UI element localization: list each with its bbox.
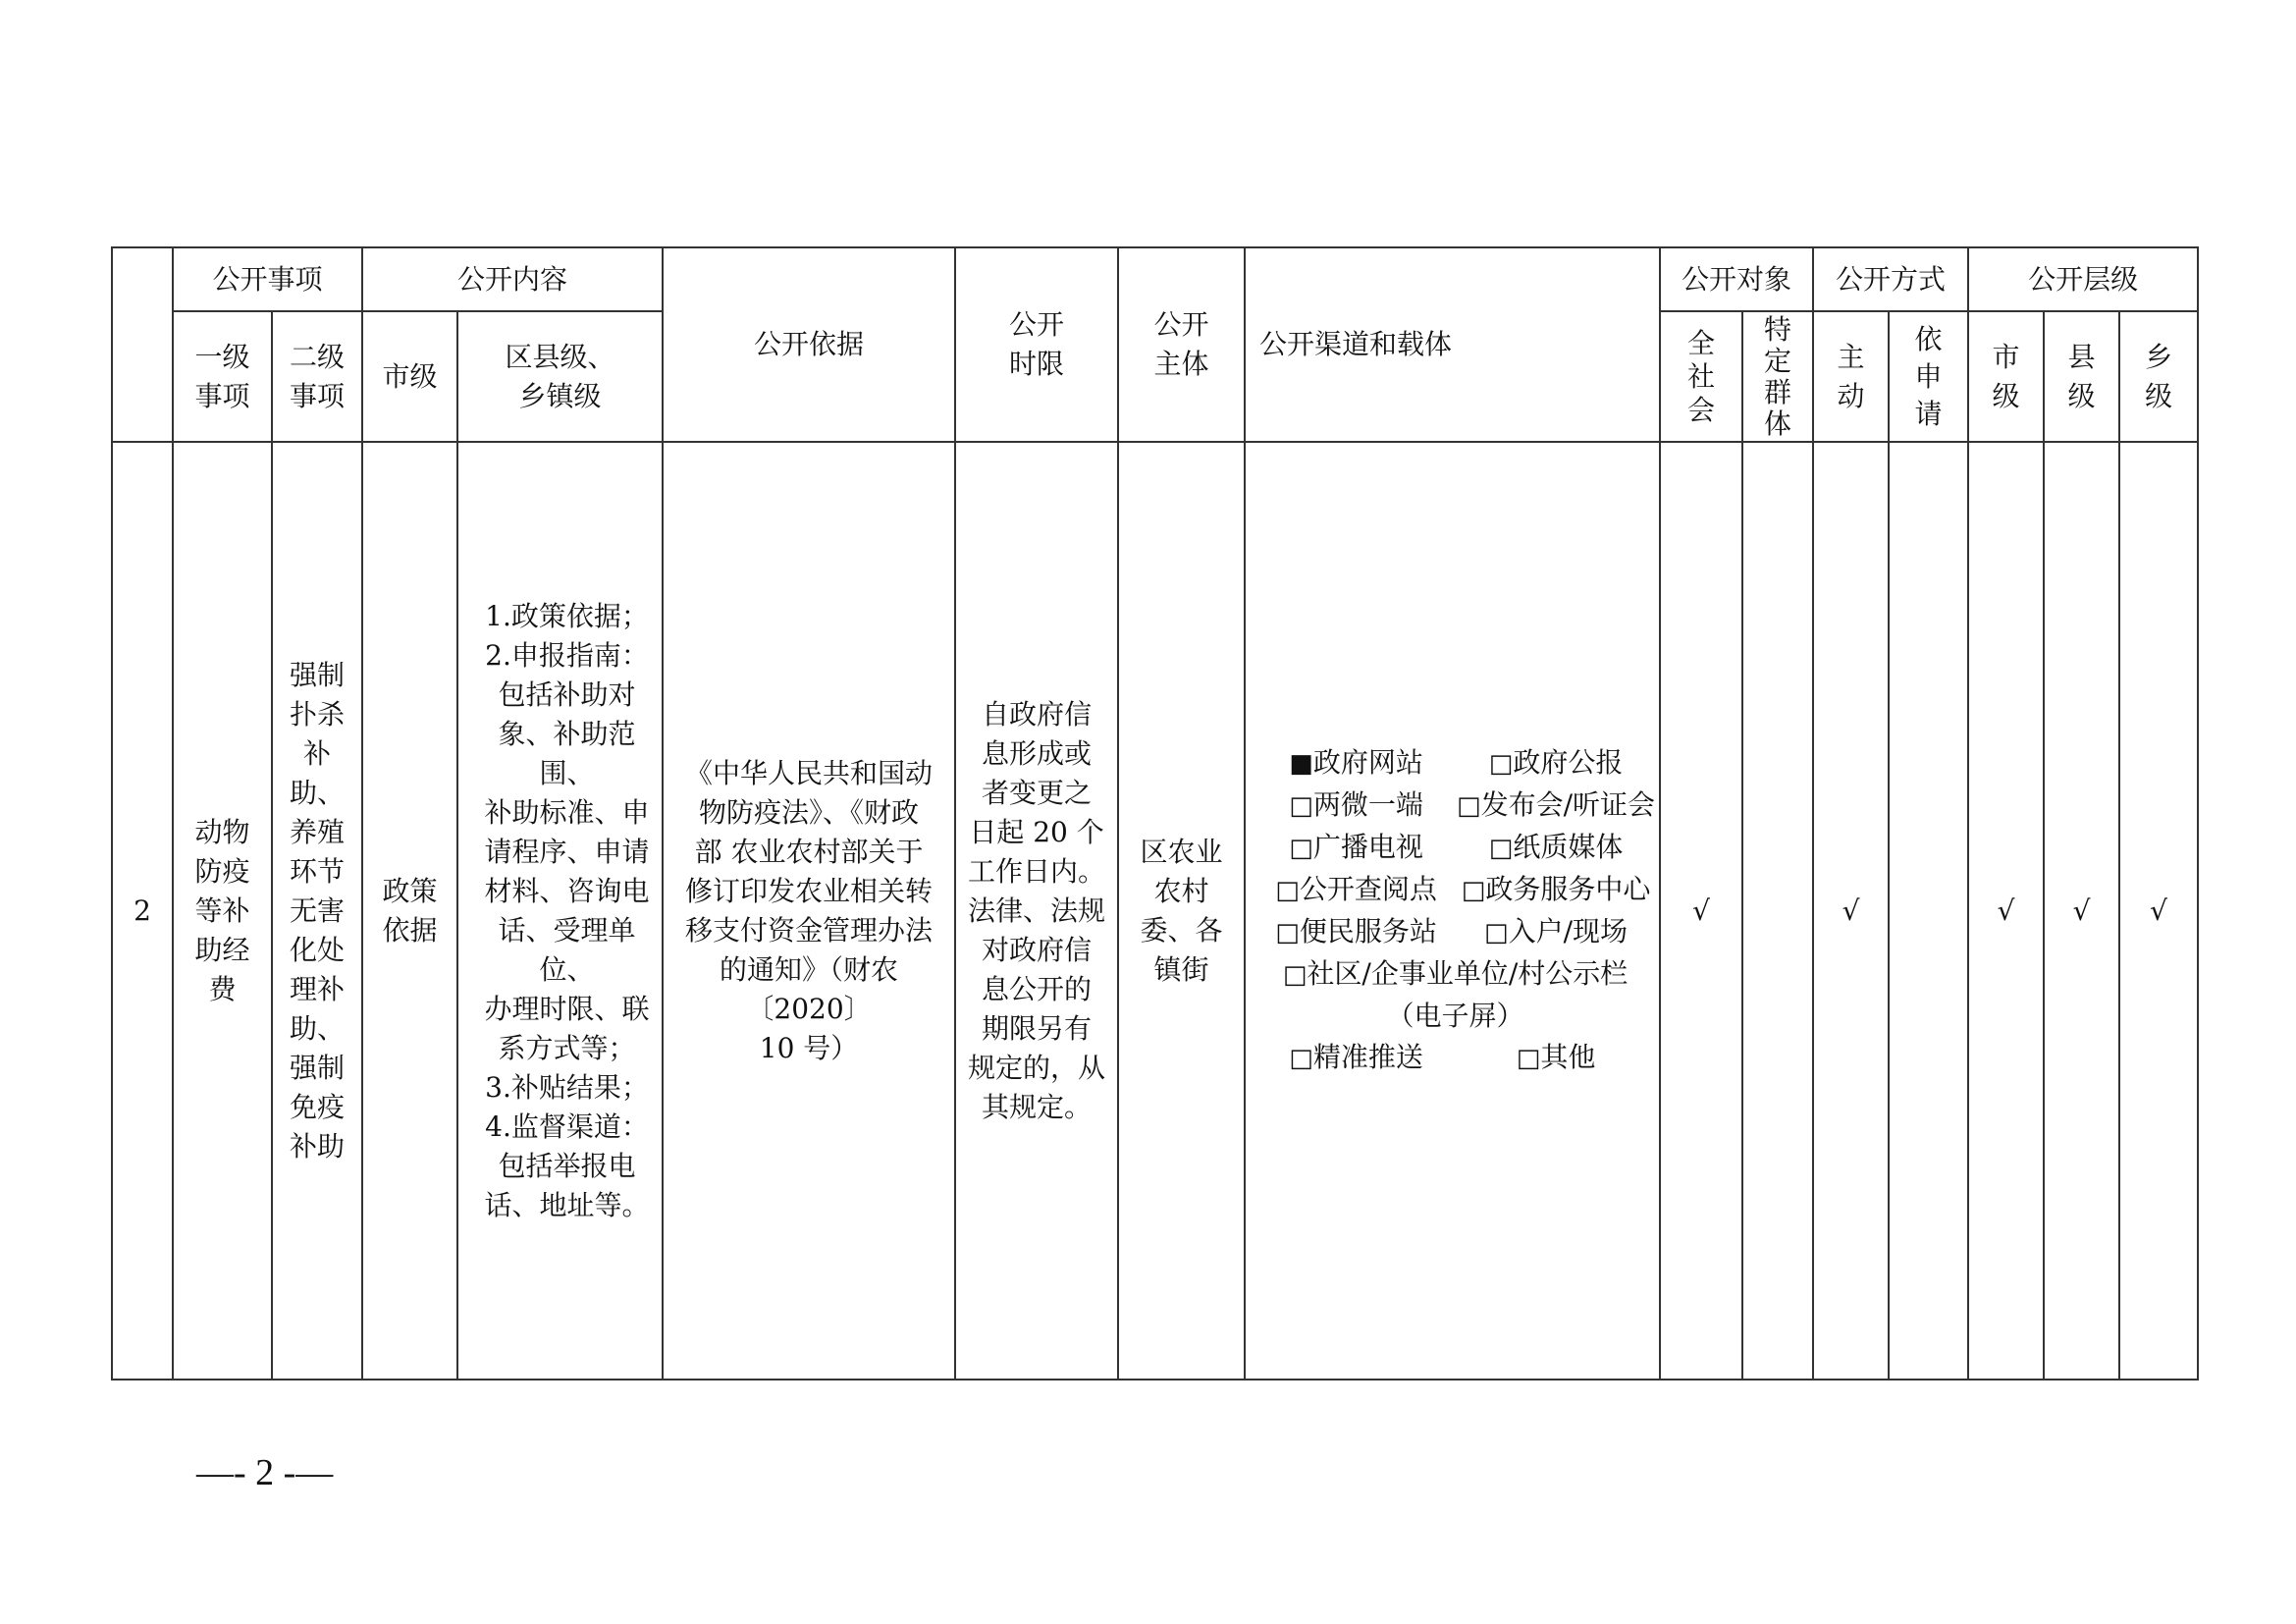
channel-option — [1255, 785, 1457, 827]
channel-option — [1457, 742, 1655, 785]
all-society-header: 全 社 会 — [1660, 311, 1742, 442]
checked-box-icon: ■ — [1289, 749, 1313, 779]
specific-group-mark — [1742, 442, 1813, 1380]
channel-label: 纸质媒体 — [1513, 831, 1624, 863]
active-mark: √ — [1813, 442, 1889, 1380]
lvl-city-mark: √ — [1968, 442, 2044, 1380]
checkbox-icon: □ — [1516, 1044, 1541, 1073]
channel-label: 精准推送 — [1312, 1041, 1423, 1073]
checkbox-icon: □ — [1289, 791, 1313, 821]
method-group-header: 公开方式 — [1813, 247, 1968, 311]
subject-header: 公开 主体 — [1118, 247, 1245, 442]
county-town-content-cell: 1.政策依据； 2.申报指南： 包括补助对 象、补助范围、 补助标准、申 请程序、申请 材料、咨询电 话、受理单位、 办理时限、联 系方式等； 3.补贴结果； 4.监督渠道： 包括举报电 话、地址等。 — [457, 442, 663, 1380]
specific-group-header: 特 定 群 体 — [1742, 311, 1813, 442]
channel-label: 广播电视 — [1312, 831, 1423, 863]
level2-cell: 强制 扑杀 补 助、 养殖 环节 无害 化处 理补 助、 强制 免疫 补助 — [272, 442, 362, 1380]
channel-option — [1255, 1037, 1457, 1079]
lvl-town-mark: √ — [2119, 442, 2198, 1380]
checkbox-icon: □ — [1275, 918, 1300, 947]
channel-option — [1457, 911, 1655, 953]
level1-cell: 动物 防疫 等补 助经 费 — [173, 442, 272, 1380]
group-content-header: 公开内容 — [362, 247, 663, 311]
checkbox-icon: □ — [1488, 749, 1514, 779]
time-limit-cell: 自政府信 息形成或 者变更之 日起 20 个 工作日内。 法律、法规 对政府信 息公开的 期限另有 规定的，从 其规定。 — [955, 442, 1118, 1380]
basis-header: 公开依据 — [663, 247, 955, 442]
on-request-header: 依 申 请 — [1889, 311, 1968, 442]
lvl-city-header: 市 级 — [1968, 311, 2044, 442]
group-item-header: 公开事项 — [173, 247, 362, 311]
subject-cell: 区农业 农村 委、各 镇街 — [1118, 442, 1245, 1380]
channel-label: 政府网站 — [1312, 746, 1423, 779]
channels-cell — [1245, 442, 1660, 1380]
channel-option — [1255, 742, 1457, 785]
lvl-town-header: 乡 级 — [2119, 311, 2198, 442]
time-limit-header: 公开 时限 — [955, 247, 1118, 442]
lvl-county-mark: √ — [2044, 442, 2119, 1380]
level2-header: 二级 事项 — [272, 311, 362, 442]
seq-cell: 2 — [112, 442, 173, 1380]
checkbox-icon: □ — [1289, 1044, 1313, 1073]
checkbox-icon: □ — [1488, 834, 1514, 863]
channels-header: 公开渠道和载体 — [1245, 247, 1660, 442]
channel-option — [1457, 869, 1655, 911]
channel-option — [1255, 827, 1457, 869]
disclosure-table — [111, 246, 2199, 1380]
basis-cell: 《中华人民共和国动 物防疫法》、《财政 部 农业农村部关于 修订印发农业相关转 移支付资金管理办法 的通知》（财农〔2020〕 10 号） — [663, 442, 955, 1380]
header-row-1 — [112, 247, 2198, 311]
channel-option — [1255, 911, 1457, 953]
channel-label: 便民服务站 — [1299, 915, 1437, 947]
active-header: 主 动 — [1813, 311, 1889, 442]
checkbox-icon: □ — [1282, 960, 1308, 990]
city-content-cell: 政策 依据 — [362, 442, 457, 1380]
all-society-mark: √ — [1660, 442, 1742, 1380]
level-group-header: 公开层级 — [1968, 247, 2198, 311]
checkbox-icon: □ — [1484, 918, 1509, 947]
channel-option — [1457, 827, 1655, 869]
level1-header: 一级 事项 — [173, 311, 272, 442]
table-row — [112, 442, 2198, 1380]
checkbox-icon: □ — [1275, 876, 1300, 905]
channels-list — [1255, 742, 1656, 1079]
channel-label: 政府公报 — [1513, 746, 1624, 779]
channel-label: 政务服务中心 — [1485, 873, 1651, 905]
city-header: 市级 — [362, 311, 457, 442]
county-town-header: 区县级、 乡镇级 — [457, 311, 663, 442]
channel-label: 社区/企事业单位/村公示栏（电子屏） — [1307, 957, 1629, 1032]
channel-label: 公开查阅点 — [1299, 873, 1437, 905]
seq-header-cell — [112, 247, 173, 442]
channel-option — [1457, 1037, 1655, 1079]
channel-label: 其他 — [1540, 1041, 1596, 1073]
channel-label: 入户/现场 — [1508, 915, 1629, 947]
channel-option — [1457, 785, 1655, 827]
checkbox-icon: □ — [1457, 791, 1481, 821]
lvl-county-header: 县 级 — [2044, 311, 2119, 442]
page-number: —- 2 -— — [196, 1452, 334, 1493]
target-group-header: 公开对象 — [1660, 247, 1813, 311]
channel-label: 两微一端 — [1312, 788, 1423, 821]
checkbox-icon: □ — [1461, 876, 1486, 905]
channel-option — [1255, 953, 1655, 1037]
channel-option — [1255, 869, 1457, 911]
checkbox-icon: □ — [1289, 834, 1313, 863]
channel-label: 发布会/听证会 — [1480, 788, 1656, 821]
on-request-mark — [1889, 442, 1968, 1380]
